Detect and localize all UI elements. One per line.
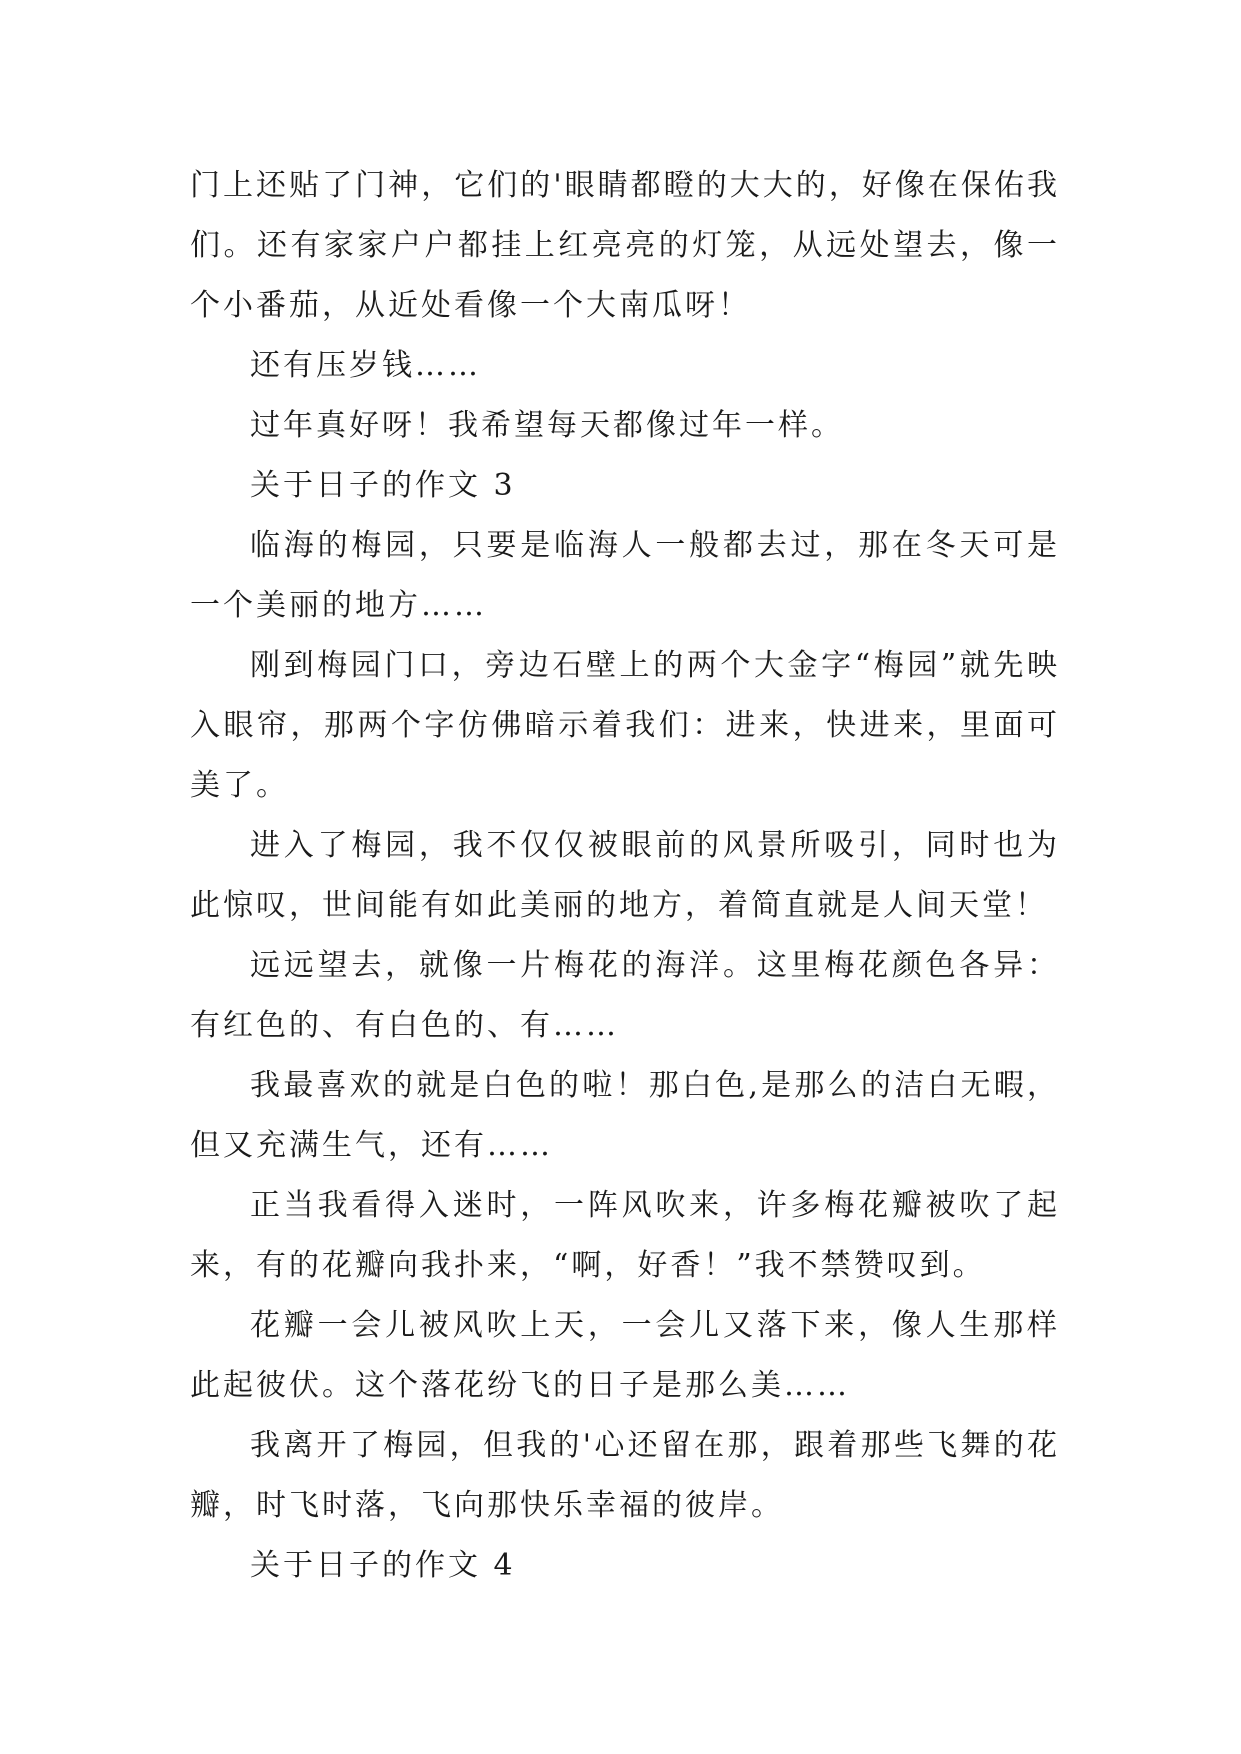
paragraph-door-gods: 门上还贴了门神，它们的'眼睛都瞪的大大的，好像在保佑我们。还有家家户户都挂上红亮亮的灯笼，从远处望去，像一个小番茄，从近处看像一个大南瓜呀！ (190, 168, 1060, 323)
essay-heading-3: 关于日子的作文 3 (250, 468, 516, 503)
essay-heading-4: 关于日子的作文 4 (250, 1548, 516, 1583)
paragraph-plum-garden-intro: 临海的梅园，只要是临海人一般都去过，那在冬天可是一个美丽的地方…… (190, 528, 1060, 623)
paragraph-wind-petals: 正当我看得入迷时，一阵风吹来，许多梅花瓣被吹了起来，有的花瓣向我扑来，“啊，好香！”我不禁赞叹到。 (190, 1188, 1060, 1283)
paragraph-red-envelope: 还有压岁钱…… (250, 348, 481, 383)
paragraph-sea-of-plum: 远远望去，就像一片梅花的海洋。这里梅花颜色各异：有红色的、有白色的、有…… (190, 948, 1060, 1043)
paragraph-garden-entrance: 刚到梅园门口，旁边石壁上的两个大金字“梅园”就先映入眼帘，那两个字仿佛暗示着我们：进来，快进来，里面可美了。 (190, 648, 1060, 803)
paragraph-petals-falling: 花瓣一会儿被风吹上天，一会儿又落下来，像人生那样此起彼伏。这个落花纷飞的日子是那么美…… (190, 1308, 1060, 1403)
paragraph-new-year-wish: 过年真好呀！我希望每天都像过年一样。 (250, 408, 844, 443)
paragraph-white-plum: 我最喜欢的就是白色的啦！那白色,是那么的洁白无暇，但又充满生气，还有…… (190, 1068, 1060, 1163)
paragraph-leaving-garden: 我离开了梅园，但我的'心还留在那，跟着那些飞舞的花瓣，时飞时落，飞向那快乐幸福的彼岸。 (190, 1428, 1060, 1523)
paragraph-entering-garden: 进入了梅园，我不仅仅被眼前的风景所吸引，同时也为此惊叹，世间能有如此美丽的地方，着简直就是人间天堂！ (190, 828, 1060, 923)
document-body (190, 156, 1060, 1596)
